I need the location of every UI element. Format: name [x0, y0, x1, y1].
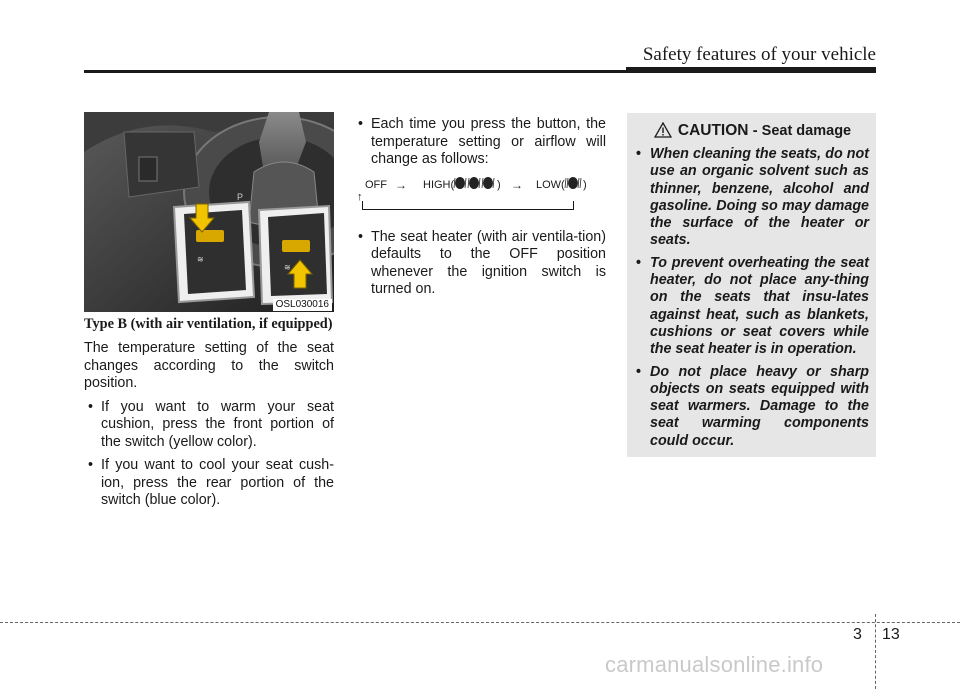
- seq-arrow-1: →: [395, 177, 407, 192]
- intro-paragraph: The temperature setting of the seat changes according to the switch position.: [84, 340, 334, 391]
- left-bullets: [84, 399, 334, 510]
- seq-low-close: ): [583, 178, 587, 191]
- svg-text:≋: ≋: [197, 255, 204, 264]
- caution-list: [636, 146, 869, 455]
- seq-arrow-2: →: [511, 177, 523, 192]
- caution-item: • Do not place heavy or sharp objects on seats equipped with seat warmers. Damage to the seat warming components could occur.: [636, 364, 869, 450]
- return-arrow-icon: ↑: [357, 190, 363, 203]
- seq-high: HIGH(: [423, 178, 455, 191]
- page-number: 13: [882, 626, 900, 643]
- bullet-default-off: • The seat heater (with air ventila-tion) defaults to the OFF position whenever the ignition switch is turned on.: [354, 229, 606, 299]
- caution-item: • When cleaning the seats, do not use an organic solvent such as thinner, benzene, alcohol and gasoline. Doing so may damage the surface of the heater or seats.: [636, 146, 869, 250]
- caution-title: [635, 122, 870, 143]
- seq-high-close: ): [497, 178, 501, 191]
- bullet-warm: • If you want to warm your seat cushion, press the front portion of the switch (yellow color).: [84, 399, 334, 452]
- footer-rule: [0, 622, 960, 623]
- seat-vent-icon: [564, 176, 582, 197]
- svg-text:≋: ≋: [284, 263, 291, 272]
- subheading: Type B (with air ventilation, if equipped): [84, 316, 333, 332]
- warning-triangle-icon: [654, 122, 672, 143]
- svg-text:P: P: [237, 192, 244, 202]
- watermark: carmanualsonline.info: [605, 652, 824, 677]
- chapter-number: 3: [853, 626, 862, 643]
- caution-box: [627, 113, 876, 457]
- photo-code: OSL030016: [273, 299, 332, 311]
- seat-vent-icon: [453, 176, 495, 197]
- seat-switch-photo: [84, 112, 334, 312]
- middle-bullets: [354, 116, 606, 169]
- caution-sublabel: - Seat damage: [752, 123, 852, 139]
- middle-column: [354, 116, 606, 305]
- seq-off: OFF: [365, 178, 387, 191]
- bullet-press-button: • Each time you press the button, the temperature setting or airflow will change as follows:: [354, 116, 606, 169]
- header-rule: [84, 70, 876, 73]
- section-title: Safety features of your vehicle: [642, 44, 876, 65]
- bullet-cool: • If you want to cool your seat cush-ion, press the rear portion of the switch (blue color).: [84, 457, 334, 510]
- middle-bullets-2: [354, 229, 606, 299]
- page-separator: [875, 614, 877, 689]
- seq-low: LOW(: [536, 178, 565, 191]
- left-column: [84, 316, 334, 516]
- caution-label: CAUTION: [677, 122, 749, 139]
- return-line: [362, 201, 574, 210]
- caution-item: • To prevent overheating the seat heater, do not place any-thing on the seats that insu-lates against heat, such as blankets, cushions or seat covers while the seat heater is in operation.: [636, 255, 869, 359]
- console-illustration: [84, 112, 334, 312]
- mode-sequence-diagram: [354, 177, 606, 219]
